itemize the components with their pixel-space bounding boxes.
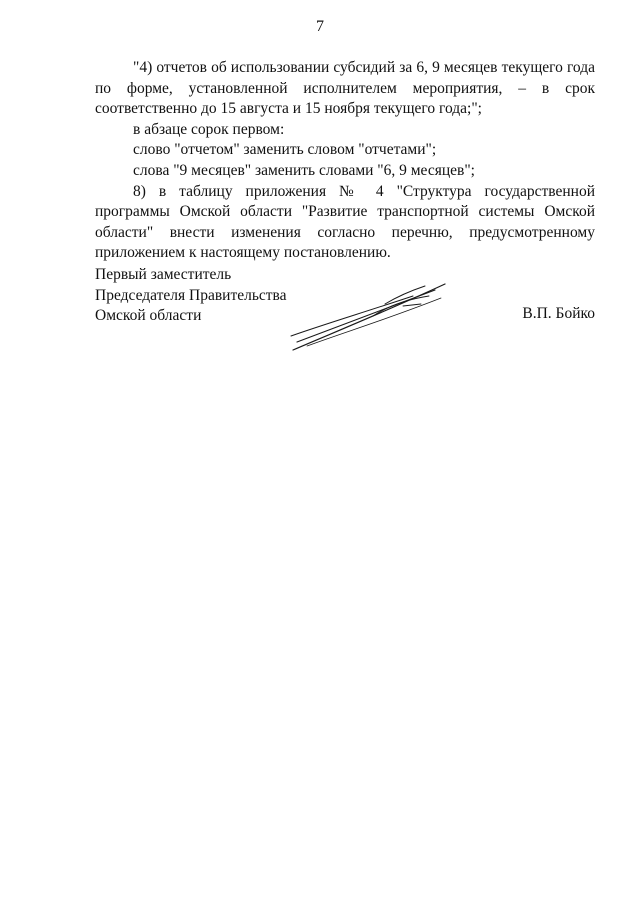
handwritten-signature-icon: [285, 276, 455, 356]
paragraph-replace-word: слово "отчетом" заменить словом "отчетами";: [133, 141, 437, 159]
paragraph-appendix-table: 8) в таблицу приложения № 4 "Структура государственной программы Омской области "Развитие транспортной системы Омской области" внести изменения согласно перечню, предусмотренному приложением к настоящему постановлению.: [95, 182, 595, 262]
signatory-title-line: Председателя Правительства: [95, 286, 287, 304]
signatory-title-line: Омской области: [95, 307, 202, 325]
paragraph-forty-first: в абзаце сорок первом:: [133, 120, 285, 138]
page-number: 7: [316, 18, 324, 35]
document-body: [95, 58, 595, 264]
signatory-title: [95, 265, 287, 327]
signatory-title-line: Первый заместитель: [95, 266, 232, 283]
signatory-name: В.П. Бойко: [522, 305, 595, 322]
paragraph-replace-months: слова "9 месяцев" заменить словами "6, 9 месяцев";: [133, 161, 475, 179]
paragraph-subsidy-reports: "4) отчетов об использовании субсидий за 6, 9 месяцев текущего года по форме, установленной исполнителем мероприятия, – в срок соответственно до 15 августа и 15 ноября текущего года;";: [95, 59, 595, 118]
